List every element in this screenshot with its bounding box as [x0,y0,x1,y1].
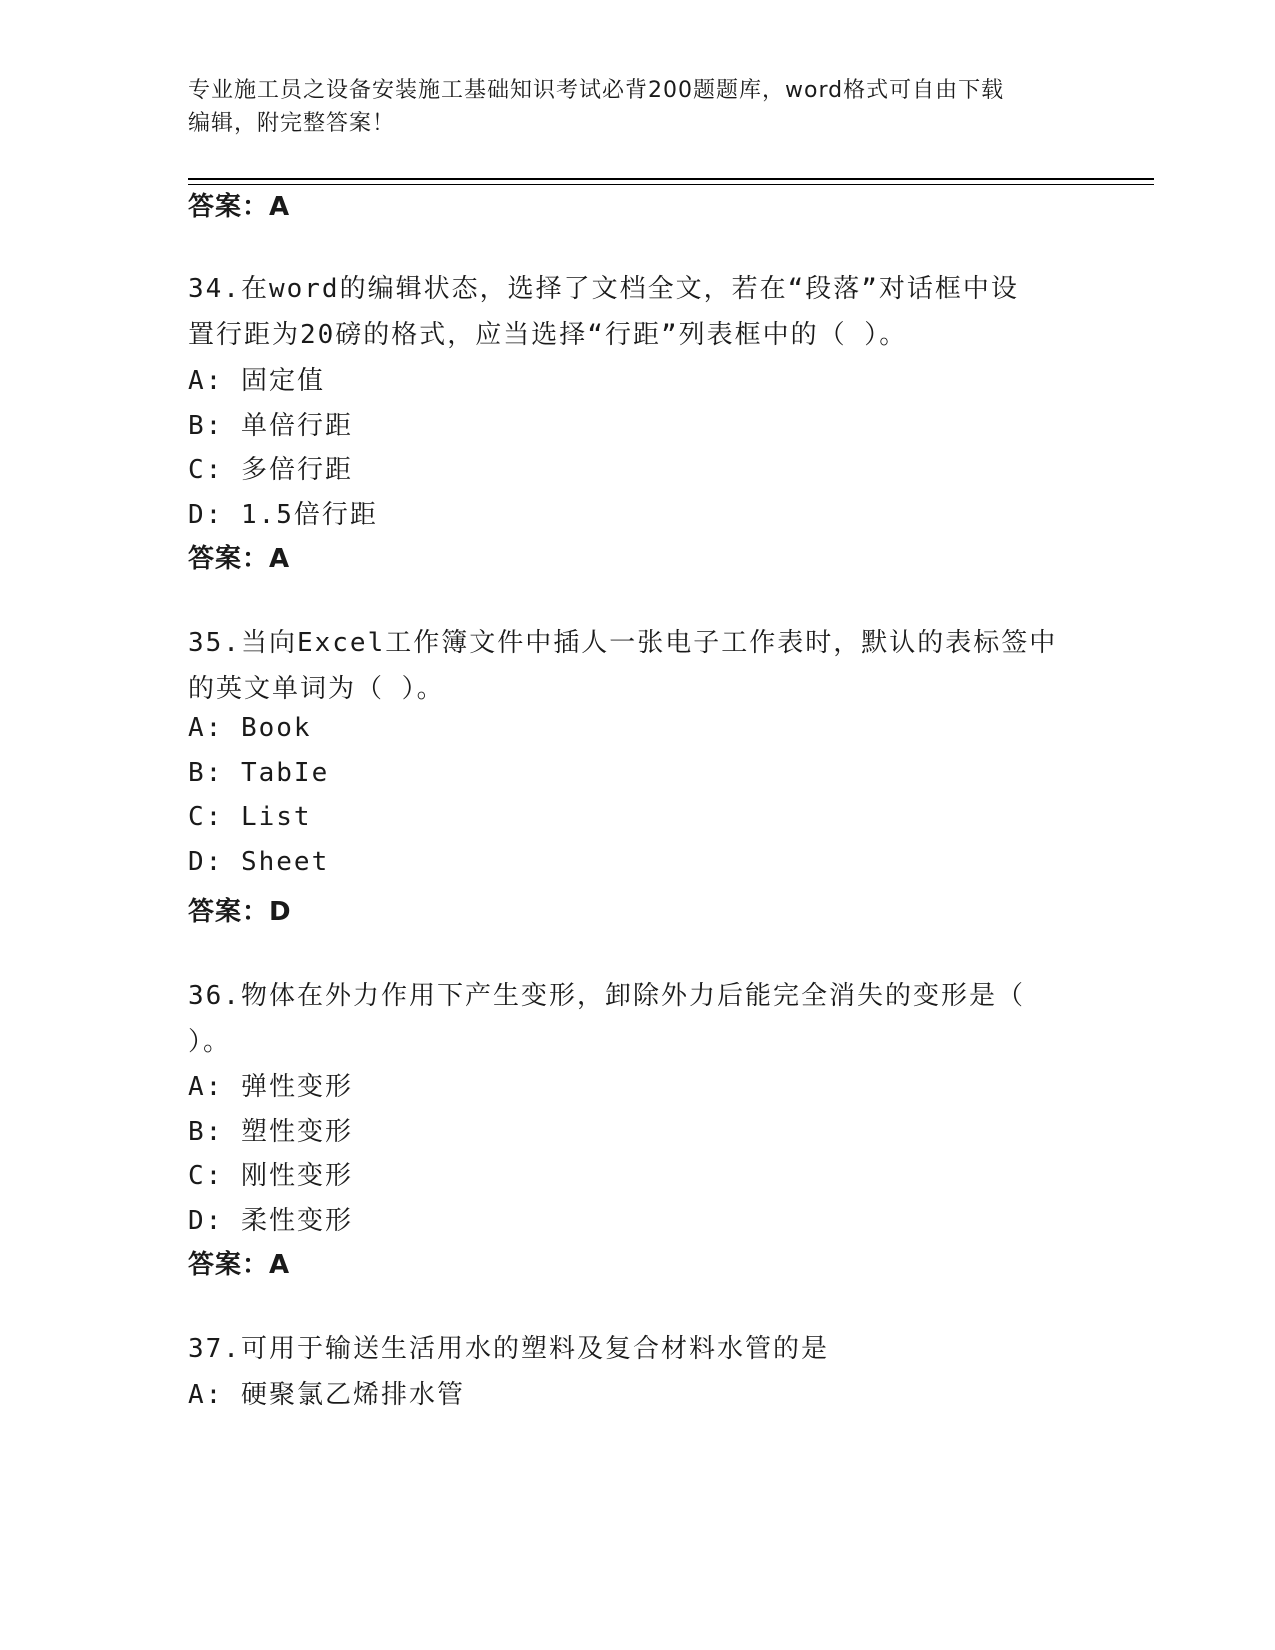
question-36 [188,973,1088,1065]
q34-option-d: D: 1.5倍行距 [188,500,378,530]
q35-option-b: B: TabIe [188,758,330,788]
prev-answer: 答案：A [188,192,291,222]
q35-answer: 答案：D [188,897,292,927]
question-34-line-1: 34.在word的编辑状态，选择了文档全文，若在“段落”对话框中设 [188,274,1019,304]
question-36-line-1: 36.物体在外力作用下产生变形，卸除外力后能完全消失的变形是（ [188,981,1025,1011]
question-36-line-2: ）。 [188,1027,232,1057]
header-divider-thin [188,184,1154,185]
q36-option-d: D: 柔性变形 [188,1206,353,1236]
question-35-line-1: 35.当向Excel工作簿文件中插人一张电子工作表时，默认的表标签中 [188,628,1058,658]
document-header [188,74,1088,140]
q34-option-a: A: 固定值 [188,366,325,396]
question-37-line-1: 37.可用于输送生活用水的塑料及复合材料水管的是 [188,1334,829,1364]
q35-option-a: A: Book [188,713,312,743]
q35-option-c: C: List [188,802,312,832]
q36-option-b: B: 塑性变形 [188,1117,353,1147]
question-34-line-2: 置行距为20磅的格式，应当选择“行距”列表框中的（ ）。 [188,320,908,350]
q36-answer: 答案：A [188,1250,291,1280]
header-line-1: 专业施工员之设备安装施工基础知识考试必背200题题库，word格式可自由下载 [188,78,1005,103]
q37-option-a: A: 硬聚氯乙烯排水管 [188,1380,465,1410]
q34-option-b: B: 单倍行距 [188,411,353,441]
q34-answer: 答案：A [188,544,291,574]
header-line-2: 编辑，附完整答案！ [188,111,396,136]
q35-option-d: D: Sheet [188,847,330,877]
q36-option-c: C: 刚性变形 [188,1161,353,1191]
header-divider-thick [188,178,1154,180]
question-34 [188,266,1088,358]
question-37 [188,1326,1088,1372]
question-35 [188,620,1088,712]
question-35-line-2: 的英文单词为（ ）。 [188,674,445,704]
q34-option-c: C: 多倍行距 [188,455,353,485]
q36-option-a: A: 弹性变形 [188,1072,353,1102]
